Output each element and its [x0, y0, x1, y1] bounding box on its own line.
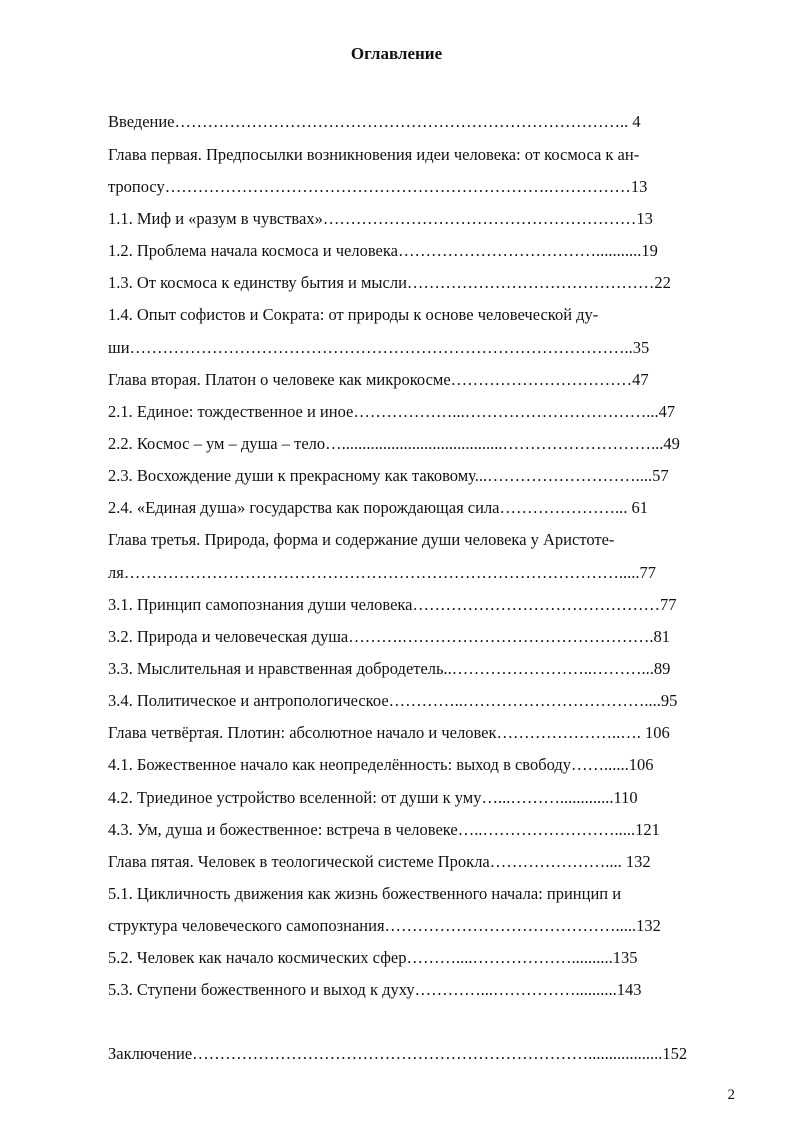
- toc-entry: Глава четвёртая. Плотин: абсолютное начало и человек…………………..…. 106: [108, 723, 670, 742]
- toc-entry: ши………………………………………………………………………………..35: [108, 338, 650, 357]
- toc-entry-conclusion: Заключение………………………………………………………………..................152: [108, 1044, 688, 1063]
- toc-entry: 4.3. Ум, душа и божественное: встреча в человеке…..…………………….....121: [108, 820, 660, 839]
- toc-entry: 5.2. Человек как начало космических сфер………....………………..........135: [108, 948, 638, 967]
- toc-entry: 5.3. Ступени божественного и выход к духу…………...……………..........143: [108, 980, 642, 999]
- toc-entry: Глава третья. Природа, форма и содержание души человека у Аристоте-: [108, 530, 615, 549]
- toc-entry: 1.3. От космоса к единству бытия и мысли………………………………………22: [108, 273, 671, 292]
- toc-entry: 5.1. Цикличность движения как жизнь божественного начала: принцип и: [108, 884, 622, 903]
- toc-entry: 3.4. Политическое и антропологическое…………..……………………………....95: [108, 691, 678, 710]
- toc-entry: 3.3. Мыслительная и нравственная добродетель..……………………..………...89: [108, 659, 671, 678]
- toc-entry: 3.2. Природа и человеческая душа……….……………………………………….81: [108, 627, 670, 646]
- toc-entry: 2.4. «Единая душа» государства как порождающая сила…………………... 61: [108, 498, 649, 517]
- toc-entry: 4.2. Триединое устройство вселенной: от души к уму…...……….............110: [108, 788, 638, 807]
- toc-entry: 1.4. Опыт софистов и Сократа: от природы к основе человеческой ду-: [108, 305, 599, 324]
- toc-entry: Глава пятая. Человек в теологической системе Прокла………………….... 132: [108, 852, 651, 871]
- page-number: 2: [727, 1087, 735, 1103]
- toc-entry: 2.2. Космос – ум – душа – тело….......................................………………………...49: [108, 434, 680, 453]
- toc-entry: 2.3. Восхождение души к прекрасному как таковому...………………………....57: [108, 466, 669, 485]
- toc-entry: 1.2. Проблема начала космоса и человека………………………………...........19: [108, 241, 658, 260]
- toc-entry: 3.1. Принцип самопознания души человека………………………………………77: [108, 595, 677, 614]
- page-title: Оглавление: [350, 44, 443, 63]
- toc-entry: ля……………………………………………………………………………….....77: [108, 563, 656, 582]
- toc-entry: Глава вторая. Платон о человеке как микрокосме……………………………47: [108, 370, 649, 389]
- toc-entry: тропосу…………………………………………………………….……………13: [108, 177, 648, 196]
- toc-entry: Введение……………………………………………………………………….. 4: [108, 112, 641, 131]
- toc-entry: 1.1. Миф и «разум в чувствах»…………………………………………………13: [108, 209, 653, 228]
- toc-entry: 4.1. Божественное начало как неопределённость: выход в свободу……......106: [108, 755, 654, 774]
- toc-entry: структура человеческого самопознания…………………………………….....132: [108, 916, 661, 935]
- toc-entry: Глава первая. Предпосылки возникновения идеи человека: от космоса к ан-: [108, 145, 640, 164]
- toc-entry: 2.1. Единое: тождественное и иное………………...……………………………...47: [108, 402, 676, 421]
